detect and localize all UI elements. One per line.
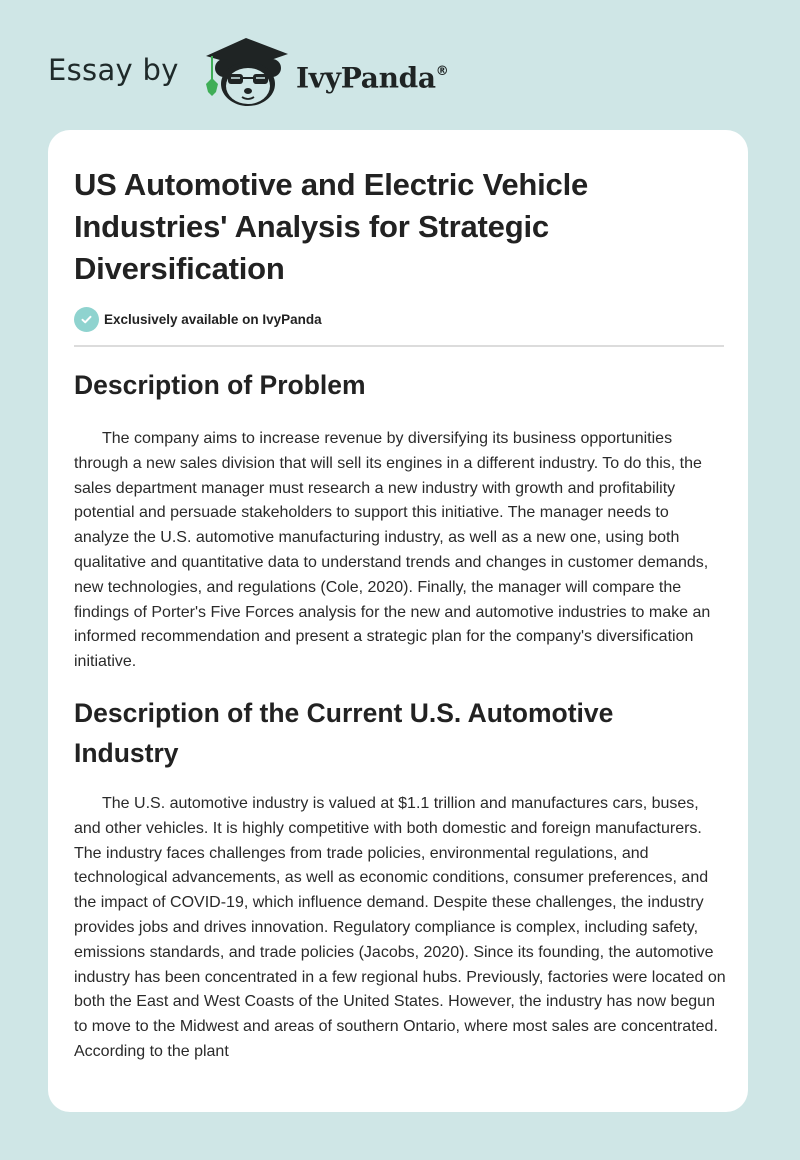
exclusive-badge — [74, 306, 322, 332]
title-divider — [74, 345, 724, 347]
brand-name-text: IvyPanda — [296, 61, 436, 95]
section-heading-current-industry: Description of the Current U.S. Automotive Industry — [74, 698, 614, 768]
article-title: US Automotive and Electric Vehicle Industries' Analysis for Strategic Diversification — [74, 167, 589, 286]
section-paragraph-problem: The company aims to increase revenue by diversifying its business opportunities through a new sales division that will sell its engines in a different industry. To do this, the sales department manager must research a new industry with growth and profitability potential and persuade stakeholders to support this initiative. The manager needs to analyze the U.S. automotive manufacturing industry, as well as a new one, using both qualitative and quantitative data to understand trends and changes in customer demands, new technologies, and regulations (Cole, 2020). Finally, the manager will compare the findings of Porter's Five Forces analysis for the new and automotive industries to make an informed recommendation and present a strategic plan for the company's diversification initiative. — [74, 430, 711, 671]
panda-graduate-logo-icon[interactable] — [202, 36, 292, 108]
registered-mark: ® — [435, 64, 449, 79]
exclusive-badge-text: Exclusively available on IvyPanda — [104, 311, 322, 327]
article-card — [48, 130, 748, 1112]
brand-prefix: Essay by — [48, 53, 179, 87]
section-heading-problem: Description of Problem — [74, 370, 366, 400]
site-header — [0, 0, 800, 130]
brand-name[interactable] — [296, 56, 448, 96]
section-paragraph-current-industry: The U.S. automotive industry is valued at $1.1 trillion and manufactures cars, buses, and other vehicles. It is highly competitive with both domestic and foreign manufacturers. The industry faces challenges from trade policies, environmental regulations, and technological advancements, as well as economic conditions, consumer preferences, and the impact of COVID-19, which influence demand. Despite these challenges, the industry provides jobs and drives innovation. Regulatory compliance is complex, including safety, emissions standards, and trade policies (Jacobs, 2020). Since its founding, the automotive industry has been concentrated in a few regional hubs. Previously, factories were located on both the East and West Coasts of the United States. However, the industry has now begun to move to the Midwest and areas of southern Ontario, where most sales are concentrated. According to the plant — [74, 795, 726, 1060]
check-circle-icon — [74, 307, 99, 332]
